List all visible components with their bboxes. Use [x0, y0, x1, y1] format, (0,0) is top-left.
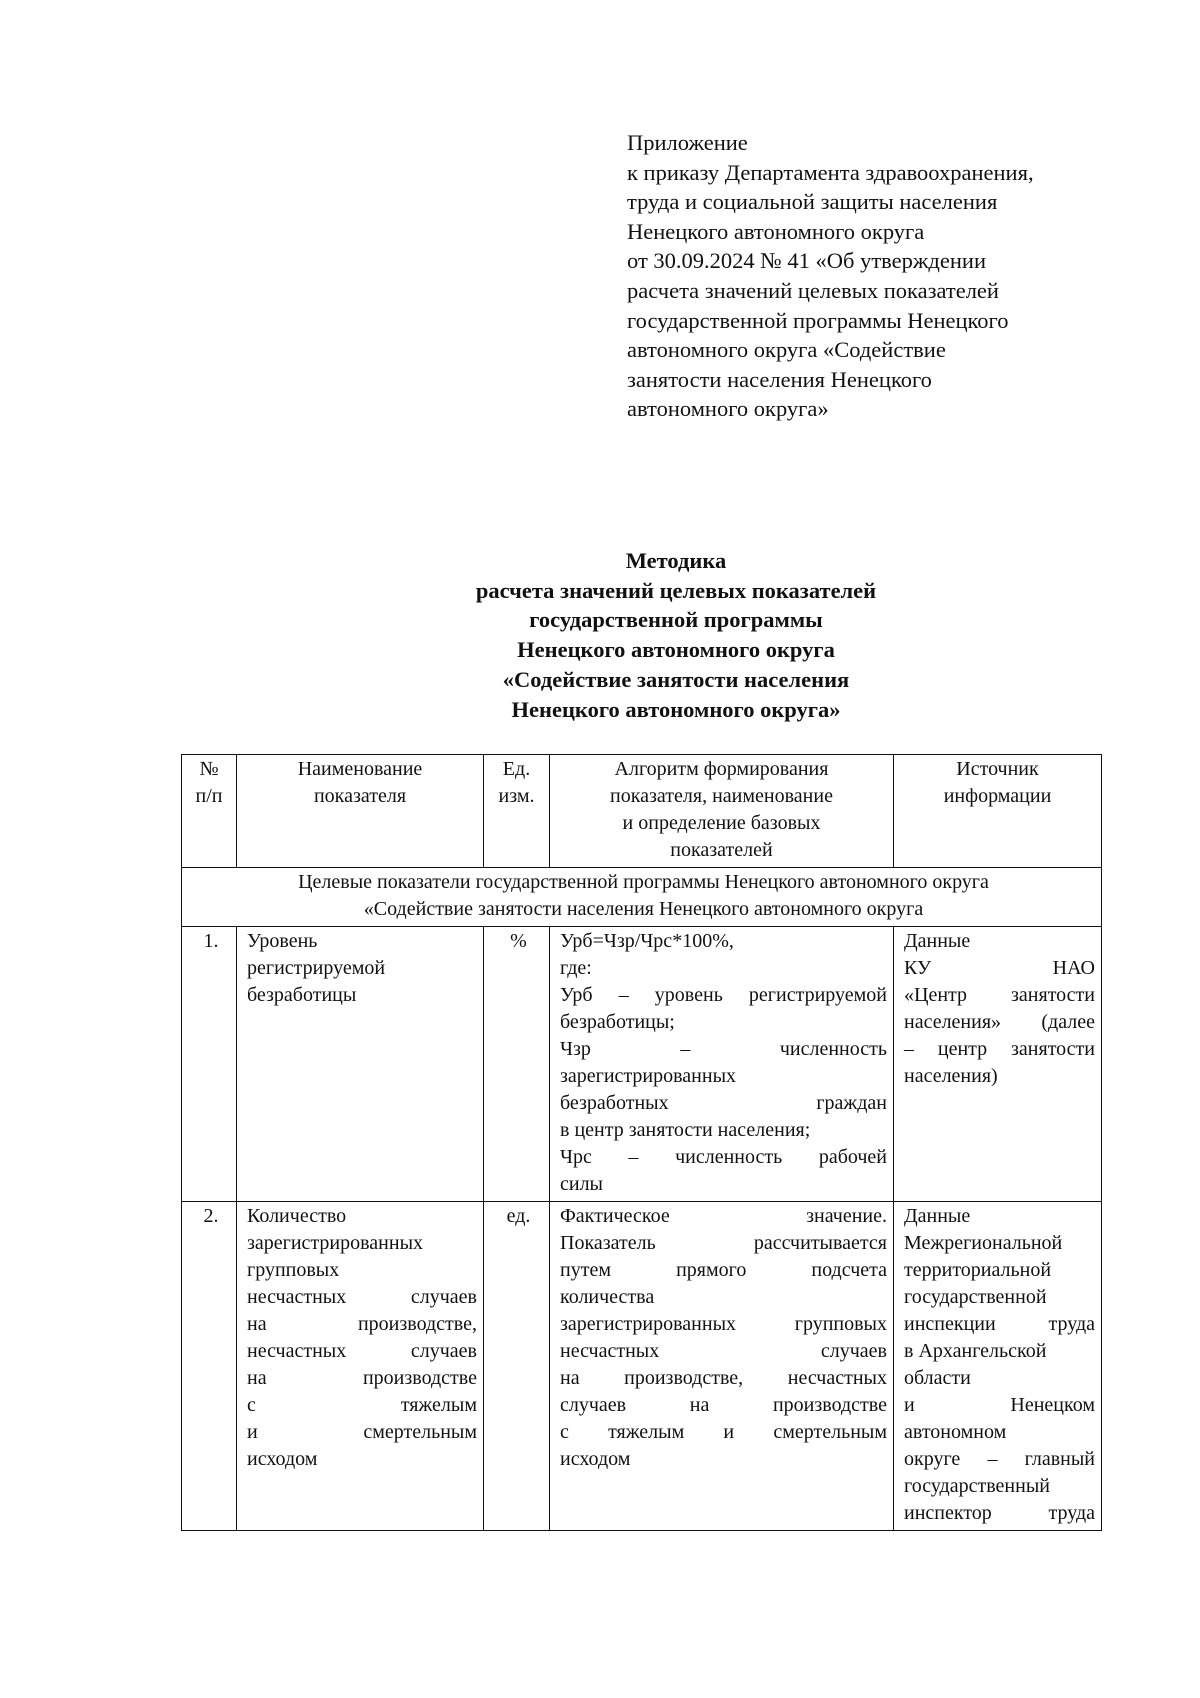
- indicators-table: [181, 754, 1102, 1531]
- appendix-line: к приказу Департамента здравоохранения,: [627, 159, 1034, 185]
- appendix-line: автономного округа»: [627, 396, 829, 422]
- indicator-name: Количество зарегистрированных групповых несчастных случаев на производстве, несчастных случаев на производстве с тяжелым и смертельным исходом: [237, 1202, 484, 1531]
- header-number: № п/п: [182, 755, 237, 868]
- title-line: Ненецкого автономного округа»: [511, 696, 841, 722]
- appendix-line: государственной программы Ненецкого: [627, 307, 1009, 333]
- table-section-row: [182, 868, 1102, 927]
- document-title: [300, 546, 1052, 724]
- title-line: государственной программы: [529, 607, 823, 633]
- appendix-line: расчета значений целевых показателей: [627, 277, 999, 303]
- indicator-name: Уровень регистрируемой безработицы: [237, 927, 484, 1202]
- row-number: 2.: [182, 1202, 237, 1531]
- appendix-line: Ненецкого автономного округа: [627, 218, 925, 244]
- table-row: [182, 1202, 1102, 1531]
- algorithm-cell: Фактическое значение. Показатель рассчитывается путем прямого подсчета количества зарегистрированных групповых несчастных случаев на производстве, несчастных случаев на производстве с тяжелым и смертельным исходом: [550, 1202, 894, 1531]
- title-line: Ненецкого автономного округа: [517, 637, 835, 663]
- header-indicator-name: Наименование показателя: [237, 755, 484, 868]
- appendix-line: Приложение: [627, 130, 748, 155]
- unit-cell: %: [484, 927, 550, 1202]
- header-algorithm: Алгоритм формирования показателя, наименование и определение базовых показателей: [550, 755, 894, 868]
- table-header-row: [182, 755, 1102, 868]
- row-number: 1.: [182, 927, 237, 1202]
- title-line: Методика: [625, 548, 727, 573]
- header-unit: Ед. изм.: [484, 755, 550, 868]
- appendix-line: труда и социальной защиты населения: [627, 189, 998, 215]
- unit-cell: ед.: [484, 1202, 550, 1531]
- algorithm-cell: Урб=Чзр/Чрс*100%, где: Урб – уровень регистрируемой безработицы; Чзр – численность зарегистрированных безработных граждан в центр занятости населения; Чрс – численность рабочей силы: [550, 927, 894, 1202]
- header-source: Источник информации: [894, 755, 1102, 868]
- table-row: [182, 927, 1102, 1202]
- appendix-line: занятости населения Ненецкого: [627, 366, 932, 392]
- source-cell: Данные КУ НАО «Центр занятости населения» (далее – центр занятости населения): [894, 927, 1102, 1202]
- appendix-line: автономного округа «Содействие: [627, 337, 946, 363]
- section-heading: Целевые показатели государственной программы Ненецкого автономного округа «Содействие занятости населения Ненецкого автономного округа: [182, 868, 1102, 927]
- appendix-line: от 30.09.2024 № 41 «Об утверждении: [627, 248, 986, 274]
- title-line: расчета значений целевых показателей: [475, 577, 877, 603]
- source-cell: Данные Межрегиональной территориальной государственной инспекции труда в Архангельской области и Ненецком автономном округе – главный государственный инспектор труда: [894, 1202, 1102, 1531]
- appendix-block: [627, 128, 1147, 424]
- title-line: «Содействие занятости населения: [502, 666, 850, 692]
